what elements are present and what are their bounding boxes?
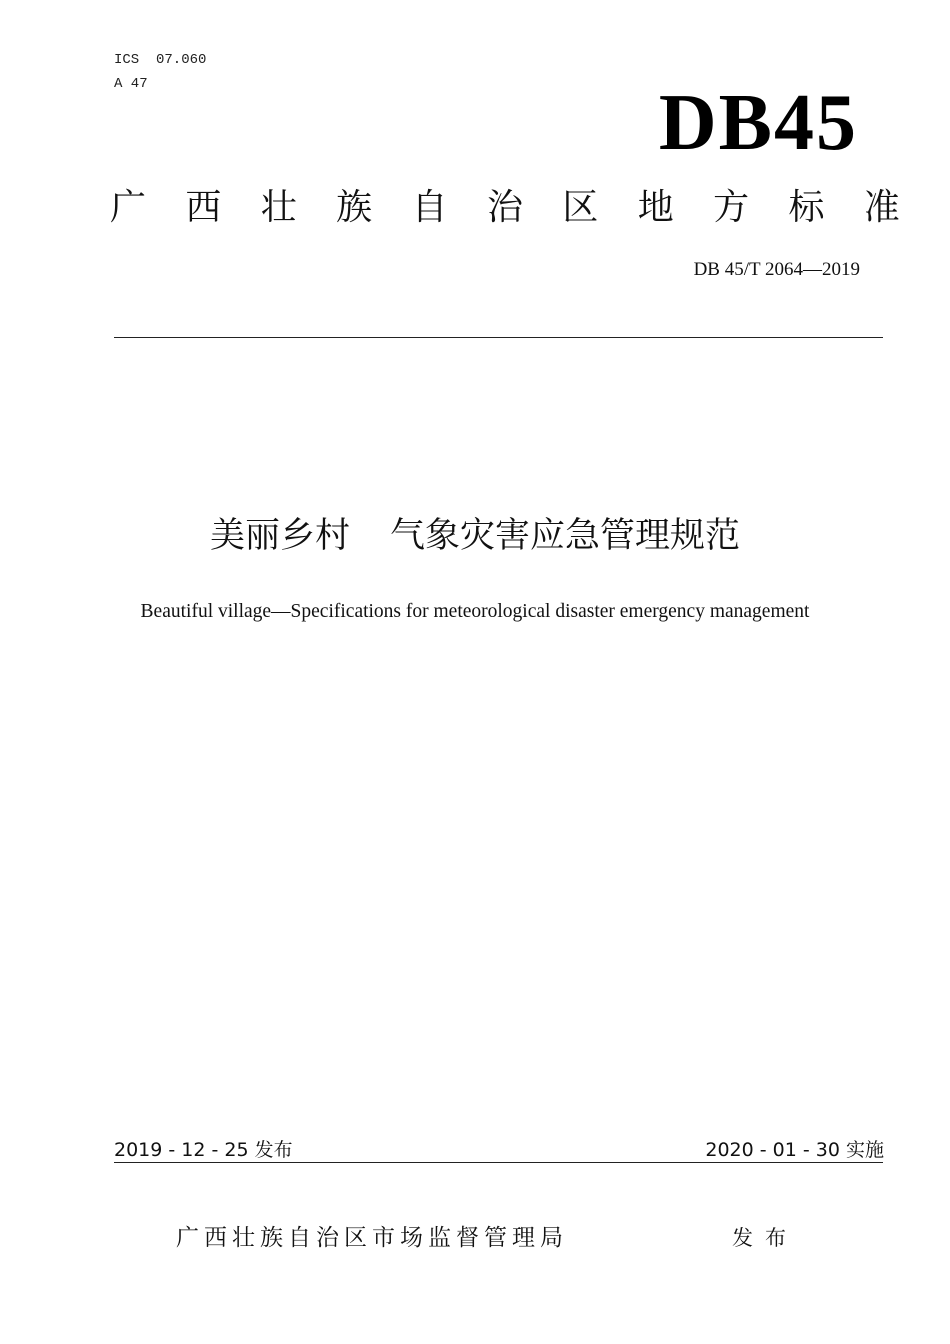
standard-type-char: 壮: [260, 187, 297, 228]
header-divider: [114, 337, 883, 338]
issuing-authority: 广西壮族自治区市场监督管理局: [176, 1225, 568, 1251]
standard-type-char: 治: [486, 187, 523, 228]
standard-type-char: 方: [713, 187, 750, 228]
standard-number: DB 45/T 2064—2019: [693, 259, 860, 280]
publish-date: 2019 - 12 - 25 发布: [114, 1139, 293, 1161]
standard-type-char: 准: [863, 187, 900, 228]
db45-logo: DB45: [658, 79, 858, 167]
class-code: A 47: [114, 76, 148, 92]
standard-type-char: 区: [562, 187, 599, 228]
standard-type-char: 地: [637, 187, 674, 228]
english-title: Beautiful village—Specifications for meteorological disaster emergency management: [140, 601, 810, 622]
standard-type-char: 标: [788, 187, 825, 228]
standard-type-heading: [110, 183, 900, 233]
ics-code: ICS 07.060: [114, 52, 207, 68]
issue-label: 发布: [732, 1226, 798, 1250]
chinese-title: [0, 510, 950, 562]
standard-type-char: 自: [411, 187, 448, 228]
chinese-title-part2: 气象灾害应急管理规范: [390, 516, 741, 556]
chinese-title-part1: 美丽乡村: [209, 516, 350, 556]
standard-type-char: 族: [336, 187, 373, 228]
ics-classification: [114, 48, 206, 96]
standard-type-char: 广: [110, 187, 147, 228]
footer-divider: [114, 1162, 883, 1163]
implementation-date: 2020 - 01 - 30 实施: [705, 1139, 884, 1161]
standard-type-char: 西: [185, 187, 222, 228]
